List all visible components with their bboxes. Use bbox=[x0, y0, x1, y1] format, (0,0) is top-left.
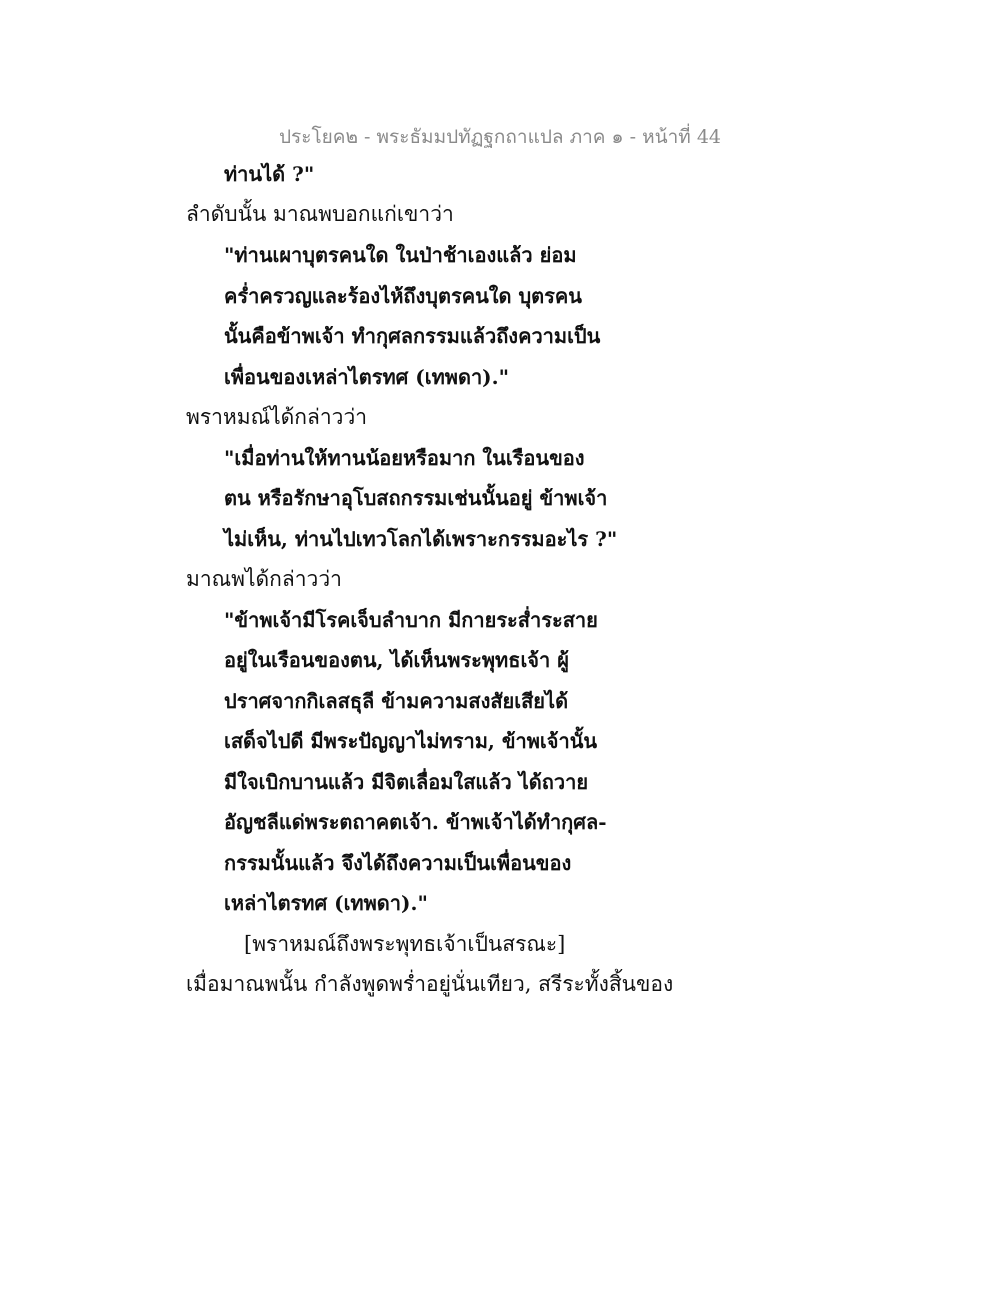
verse-line: มีใจเบิกบานแล้ว มีจิตเลื่อมใสแล้ว ได้ถวาย bbox=[224, 770, 589, 794]
verse-line: เสด็จไปดี มีพระปัญญาไม่ทราม, ข้าพเจ้านั้น bbox=[224, 729, 598, 753]
verse-line: "ท่านเผาบุตรคนใด ในป่าช้าเองแล้ว ย่อม bbox=[224, 243, 577, 267]
verse-line: กรรมนั้นแล้ว จึงได้ถึงความเป็นเพื่อนของ bbox=[224, 851, 572, 875]
section-heading: [พราหมณ์ถึงพระพุทธเจ้าเป็นสรณะ] bbox=[244, 932, 566, 956]
prose-line: มาณพได้กล่าวว่า bbox=[186, 567, 342, 591]
verse-line: "เมื่อท่านให้ทานน้อยหรือมาก ในเรือนของ bbox=[224, 446, 585, 470]
verse-line: เพื่อนของเหล่าไตรทศ (เทพดา)." bbox=[224, 365, 510, 389]
prose-line: พราหมณ์ได้กล่าวว่า bbox=[186, 405, 368, 429]
prose-line: ลำดับนั้น มาณพบอกแก่เขาว่า bbox=[186, 202, 454, 226]
verse-line: "ข้าพเจ้ามีโรคเจ็บลำบาก มีกายระส่ำระสาย bbox=[224, 608, 598, 632]
verse-line: อยู่ในเรือนของตน, ได้เห็นพระพุทธเจ้า ผู้ bbox=[224, 648, 569, 672]
verse-line: ตน หรือรักษาอุโบสถกรรมเช่นนั้นอยู่ ข้าพเจ้า bbox=[224, 486, 608, 510]
verse-line: ปราศจากกิเลสธุลี ข้ามความสงสัยเสียได้ bbox=[224, 689, 569, 713]
verse-line: ท่านได้ ?" bbox=[224, 162, 315, 186]
verse-line: ไม่เห็น, ท่านไปเทวโลกได้เพราะกรรมอะไร ?" bbox=[224, 527, 618, 551]
verse-line: นั้นคือข้าพเจ้า ทำกุศลกรรมแล้วถึงความเป็น bbox=[224, 324, 601, 348]
page-header: ประโยค๒ - พระธัมมปทัฏฐกถาแปล ภาค ๑ - หน้าที่ 44 bbox=[278, 126, 722, 148]
verse-line: อัญชลีแด่พระตถาคตเจ้า. ข้าพเจ้าได้ทำกุศล- bbox=[224, 810, 607, 834]
verse-line: เหล่าไตรทศ (เทพดา)." bbox=[224, 891, 428, 915]
verse-line: คร่ำครวญและร้องไห้ถึงบุตรคนใด บุตรคน bbox=[224, 284, 582, 308]
prose-line: เมื่อมาณพนั้น กำลังพูดพร่ำอยู่นั่นเทียว, สรีระทั้งสิ้นของ bbox=[186, 972, 674, 996]
